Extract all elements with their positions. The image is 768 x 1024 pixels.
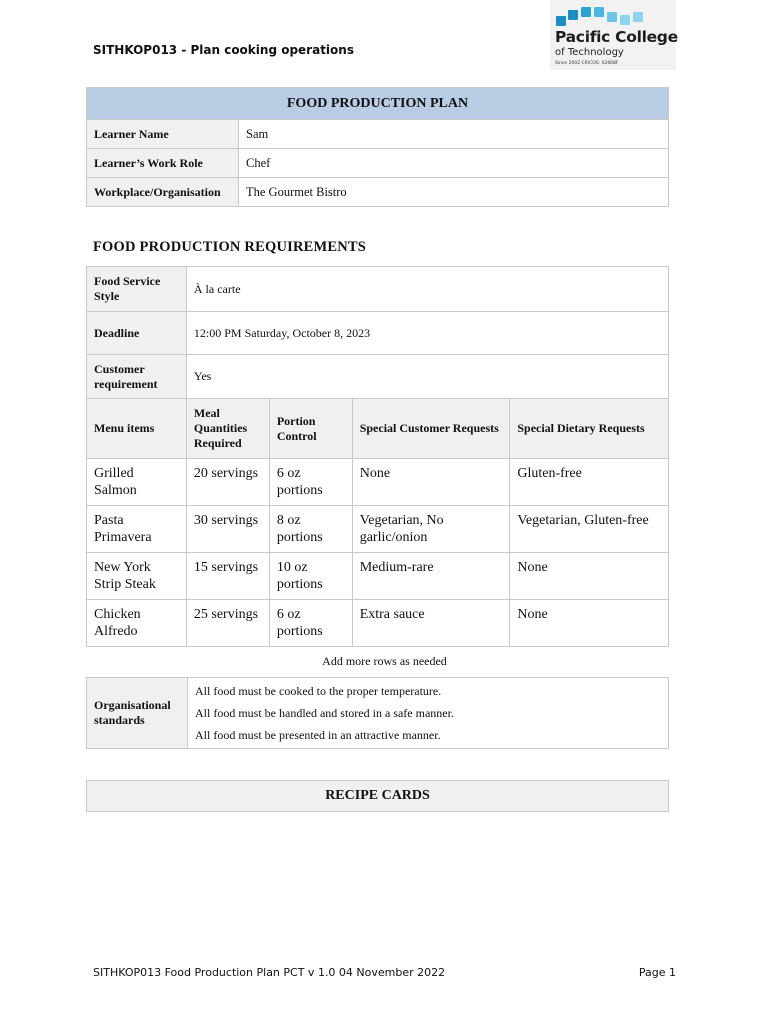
standard-line: All food must be handled and stored in a safe manner. xyxy=(195,706,454,720)
dietary-request: None xyxy=(510,600,669,647)
table-row xyxy=(87,312,669,355)
logo-squares-icon xyxy=(556,6,648,28)
workplace-value: The Gourmet Bistro xyxy=(239,178,669,207)
recipe-cards-title: RECIPE CARDS xyxy=(87,781,669,812)
portion-control: 6 oz portions xyxy=(269,459,352,506)
table-row xyxy=(87,553,669,600)
table-row xyxy=(87,120,669,149)
column-header-dietary-requests: Special Dietary Requests xyxy=(510,399,669,459)
table-header-row xyxy=(87,399,669,459)
standard-line: All food must be presented in an attractive manner. xyxy=(195,728,441,742)
deadline-label: Deadline xyxy=(87,312,187,355)
meal-quantity: 20 servings xyxy=(186,459,269,506)
add-rows-note: Add more rows as needed xyxy=(322,654,447,668)
meal-quantity: 30 servings xyxy=(186,506,269,553)
food-production-plan-table xyxy=(86,87,669,207)
portion-control: 6 oz portions xyxy=(269,600,352,647)
plan-title: FOOD PRODUCTION PLAN xyxy=(87,88,669,120)
document-header-title: SITHKOP013 - Plan cooking operations xyxy=(93,43,354,57)
workplace-label: Workplace/Organisation xyxy=(87,178,239,207)
dietary-request: Vegetarian, Gluten-free xyxy=(510,506,669,553)
recipe-cards-table xyxy=(86,780,669,812)
customer-request: Vegetarian, No garlic/onion xyxy=(352,506,510,553)
requirements-heading: FOOD PRODUCTION REQUIREMENTS xyxy=(93,239,367,255)
table-row xyxy=(87,459,669,506)
table-row xyxy=(87,178,669,207)
service-style-label: Food Service Style xyxy=(87,267,187,312)
table-row xyxy=(87,600,669,647)
logo-subtitle: of Technology xyxy=(555,47,624,58)
column-header-menu-items: Menu items xyxy=(87,399,187,459)
customer-request: Extra sauce xyxy=(352,600,510,647)
menu-item: Grilled Salmon xyxy=(87,459,187,506)
food-production-requirements-table xyxy=(86,266,669,647)
dietary-request: None xyxy=(510,553,669,600)
table-row xyxy=(87,149,669,178)
column-header-portion: Portion Control xyxy=(269,399,352,459)
organisational-standards-table xyxy=(86,677,669,749)
footer-document-info: SITHKOP013 Food Production Plan PCT v 1.0 04 November 2022 xyxy=(93,966,446,979)
menu-item: Pasta Primavera xyxy=(87,506,187,553)
college-logo xyxy=(550,0,676,70)
dietary-request: Gluten-free xyxy=(510,459,669,506)
portion-control: 8 oz portions xyxy=(269,506,352,553)
customer-requirement-label: Customer requirement xyxy=(87,355,187,399)
table-row xyxy=(87,355,669,399)
learner-name-label: Learner Name xyxy=(87,120,239,149)
portion-control: 10 oz portions xyxy=(269,553,352,600)
table-row xyxy=(87,267,669,312)
learner-name-value: Sam xyxy=(239,120,669,149)
customer-request: None xyxy=(352,459,510,506)
meal-quantity: 15 servings xyxy=(186,553,269,600)
standard-line: All food must be cooked to the proper temperature. xyxy=(195,684,442,698)
customer-request: Medium-rare xyxy=(352,553,510,600)
footer-page-number: Page 1 xyxy=(638,966,676,979)
table-row xyxy=(87,678,669,749)
deadline-value: 12:00 PM Saturday, October 8, 2023 xyxy=(186,312,668,355)
table-row xyxy=(87,506,669,553)
logo-fineprint: Since 2002 CRICOS: 02668F xyxy=(555,61,619,66)
standards-list xyxy=(188,678,669,749)
menu-item: Chicken Alfredo xyxy=(87,600,187,647)
standards-label: Organisational standards xyxy=(87,678,188,749)
meal-quantity: 25 servings xyxy=(186,600,269,647)
work-role-label: Learner’s Work Role xyxy=(87,149,239,178)
logo-name: Pacific College xyxy=(555,28,678,46)
work-role-value: Chef xyxy=(239,149,669,178)
column-header-customer-requests: Special Customer Requests xyxy=(352,399,510,459)
customer-requirement-value: Yes xyxy=(186,355,668,399)
service-style-value: À la carte xyxy=(186,267,668,312)
menu-item: New York Strip Steak xyxy=(87,553,187,600)
column-header-quantities: Meal Quantities Required xyxy=(186,399,269,459)
